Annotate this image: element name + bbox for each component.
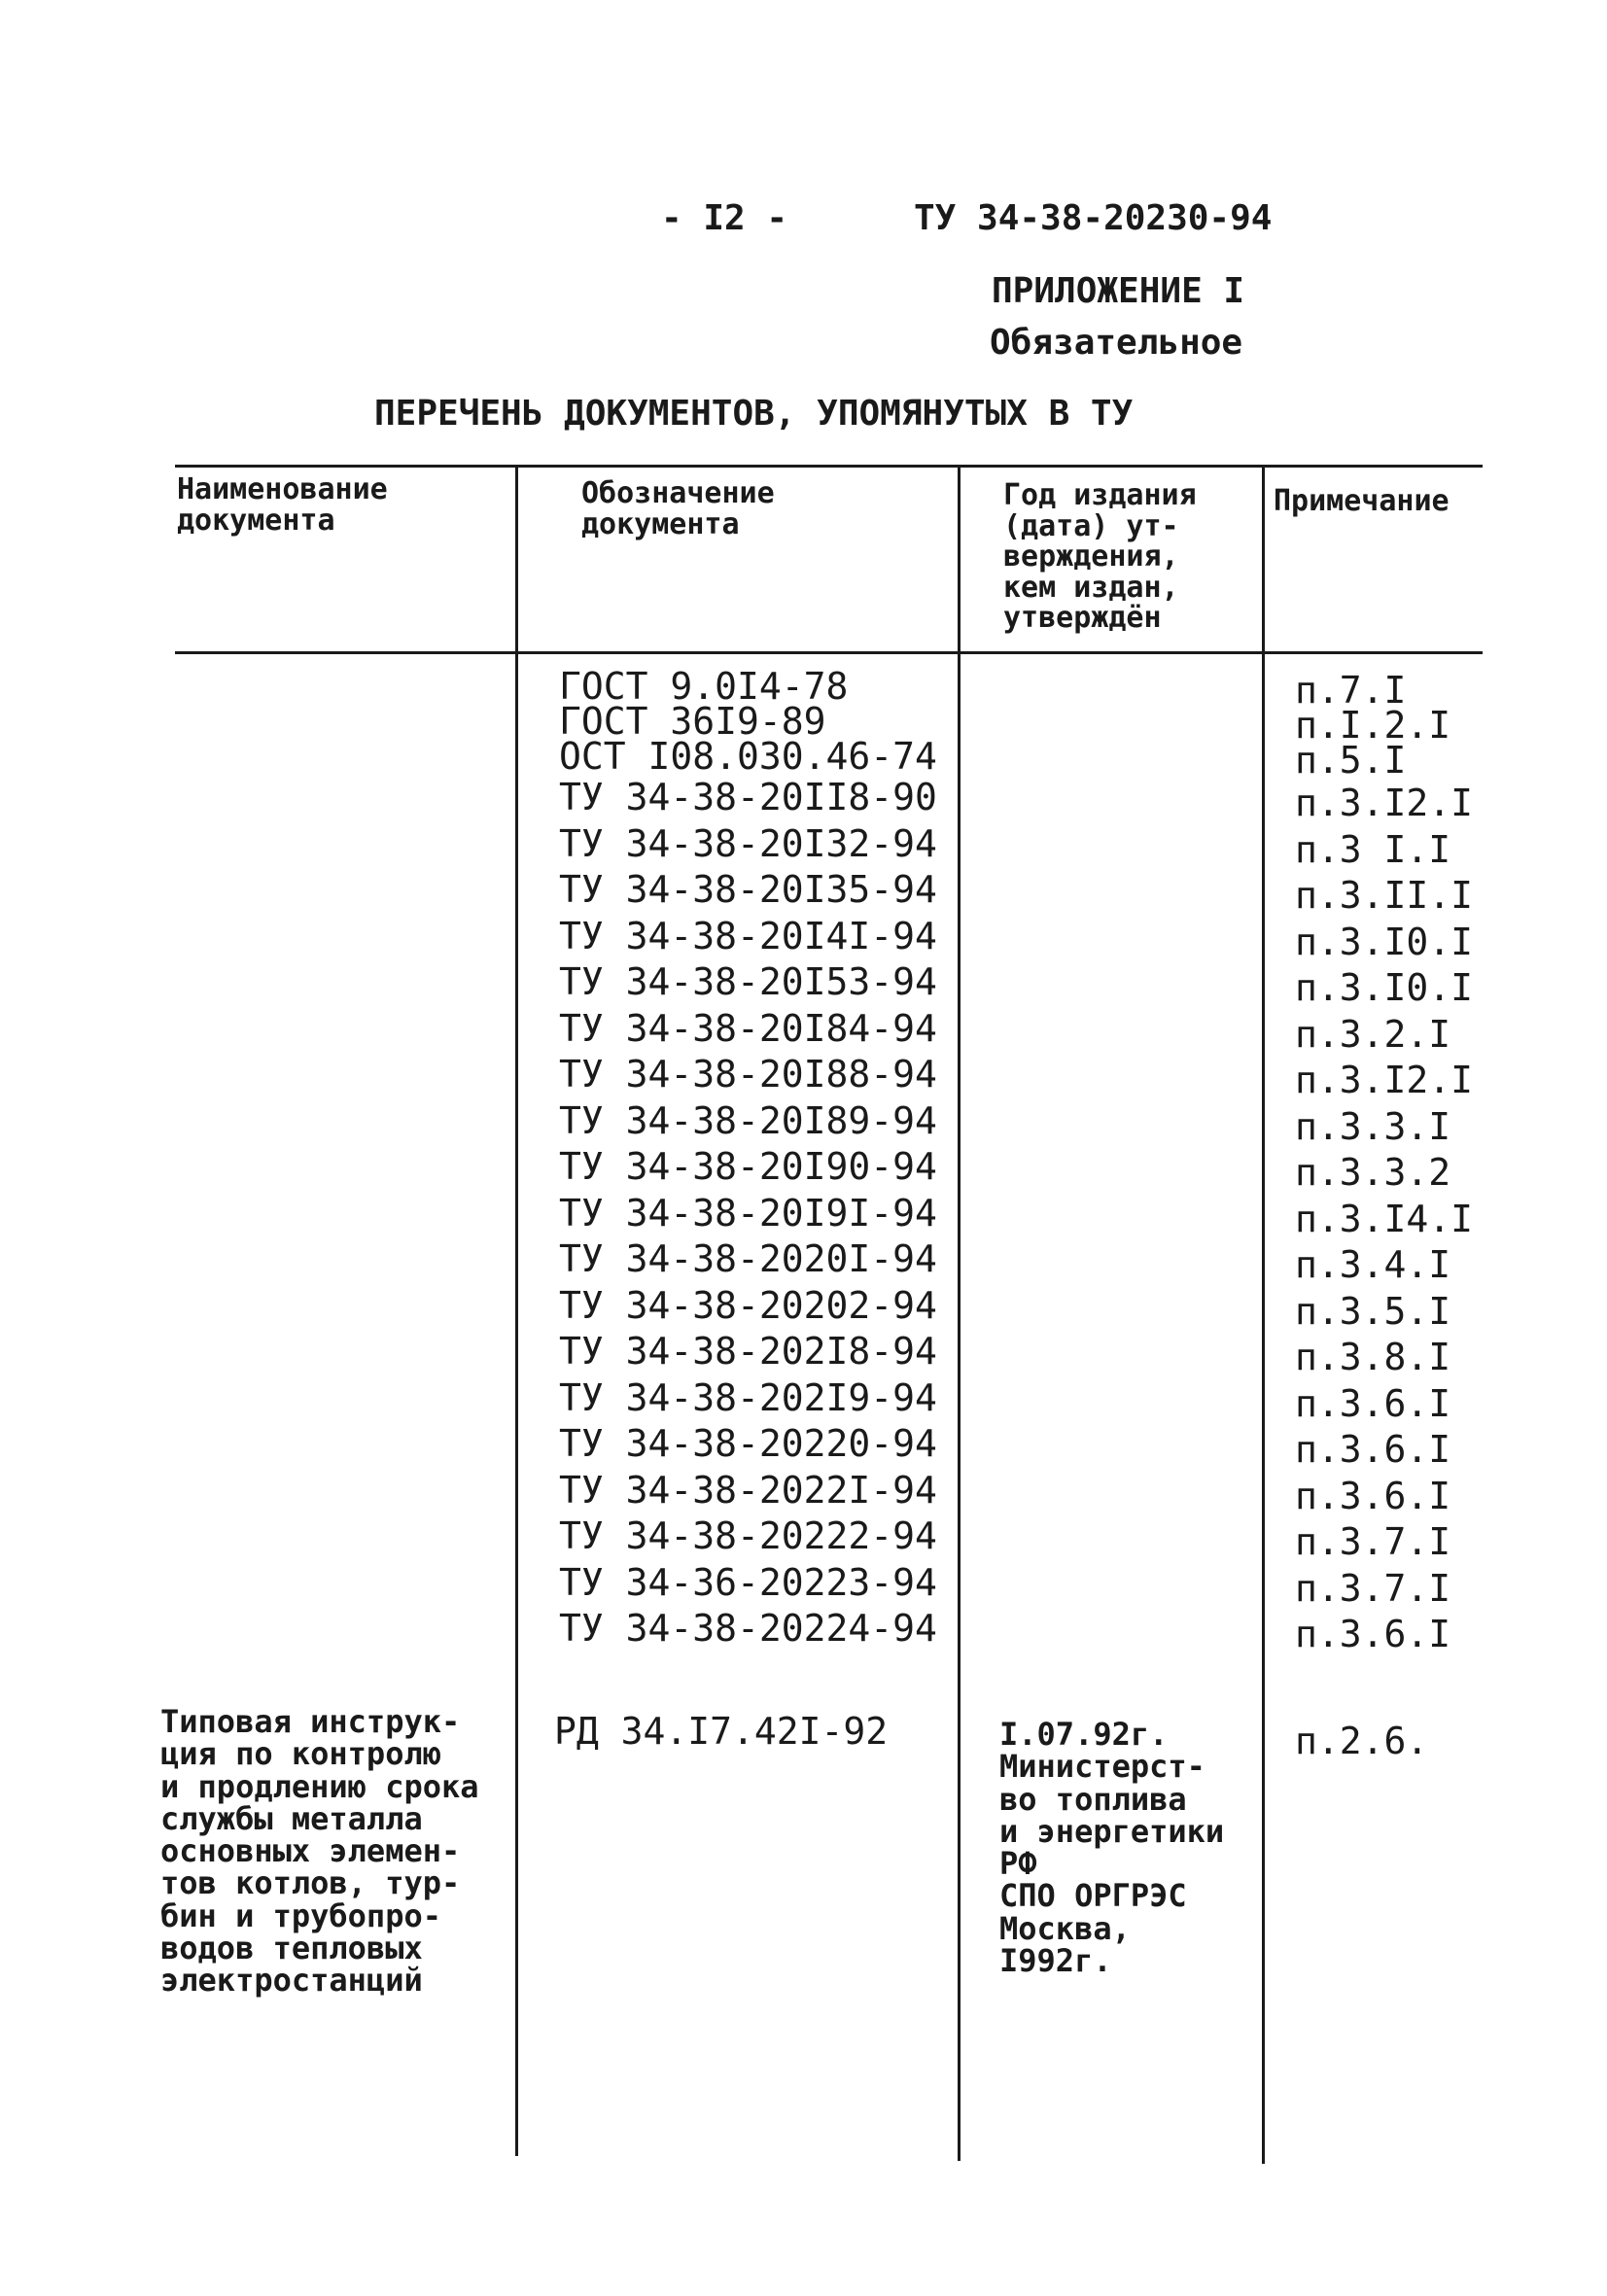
table-top-rule: [175, 465, 1483, 468]
document-code: ТУ 34-38-20230-94: [914, 198, 1273, 238]
table-header-rule: [175, 651, 1483, 654]
header-designation: Обозначение документа: [581, 476, 775, 541]
document-designation: РД 34.I7.42I-92: [554, 1710, 889, 1753]
designation-list-tu: ТУ 34-38-20II8-90 ТУ 34-38-20I32-94 ТУ 34-38-20I35-94 ТУ 34-38-20I4I-94 ТУ 34-38-20I53-94 ТУ 34-38-20I84-94 ТУ 34-38-20I88-94 ТУ 34-38-20I89-94 ТУ 34-38-20I90-94 ТУ 34-38-20I9I-94 ТУ 34-38-2020I-94 ТУ 34-38-20202-94 ТУ 34-38-202I8-94 ТУ 34-38-202I9-94 ТУ 34-38-20220-94 ТУ 34-38-2022I-94 ТУ 34-38-20222-94 ТУ 34-36-20223-94 ТУ 34-38-20224-94: [559, 776, 937, 1650]
page-title: ПЕРЕЧЕНЬ ДОКУМЕНТОВ, УПОМЯНУТЫХ В ТУ: [374, 394, 1134, 434]
designation-list-gost: ГОСТ 9.0I4-78 ГОСТ 36I9-89 ОСТ I08.030.46-74: [559, 665, 937, 779]
note-list-gost: п.7.I п.I.2.I п.5.I: [1295, 669, 1451, 783]
document-year: I.07.92г. Министерст- во топлива и энергетики РФ СПО ОРГРЭС Москва, I992г.: [999, 1716, 1225, 1979]
appendix-label: ПРИЛОЖЕНИЕ I: [992, 271, 1245, 311]
note-list-tu: п.3.I2.I п.3 I.I п.3.II.I п.3.I0.I п.3.I0.I п.3.2.I п.3.I2.I п.3.3.I п.3.3.2 п.3.I4.I п.3.4.I п.3.5.I п.3.8.I п.3.6.I п.3.6.I п.3.6.I п.3.7.I п.3.7.I п.3.6.I: [1295, 782, 1474, 1655]
header-year: Год издания (дата) ут- верждения, кем издан, утверждён: [1003, 478, 1197, 635]
column-divider-3: [1262, 465, 1265, 2164]
appendix-status: Обязательное: [990, 323, 1243, 363]
document-name: Типовая инструк- ция по контролю и продлению срока службы металла основных элемен- тов котлов, тур- бин и трубопро- водов тепловых электростанций: [160, 1703, 479, 2000]
header-note: Примечание: [1274, 484, 1450, 518]
document-note: п.2.6.: [1295, 1720, 1429, 1762]
column-divider-2: [958, 465, 961, 2161]
page-number: - I2 -: [661, 198, 788, 238]
column-divider-1: [515, 465, 518, 2156]
header-name: Наименование документа: [177, 472, 388, 538]
